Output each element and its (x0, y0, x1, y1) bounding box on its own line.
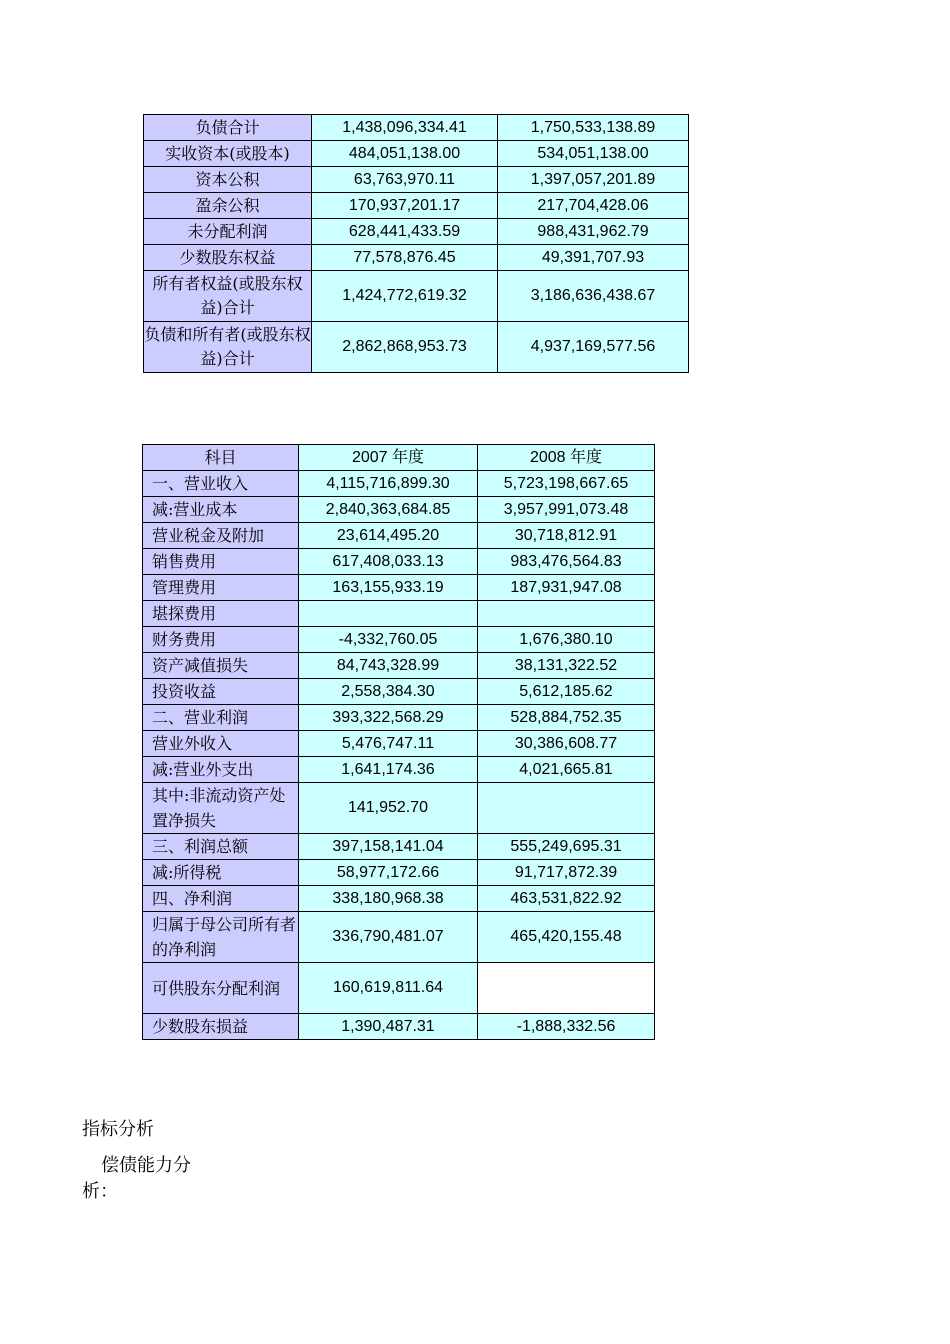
table-row (144, 193, 689, 219)
value-2008: 534,051,138.00 (498, 141, 689, 167)
row-label: 实收资本(或股本) (144, 141, 312, 167)
value-2007: 338,180,968.38 (299, 886, 478, 912)
row-label: 二、营业利润 (143, 705, 299, 731)
table-row (143, 627, 655, 653)
row-label: 未分配利润 (144, 219, 312, 245)
table-row (143, 963, 655, 1014)
row-label: 营业税金及附加 (143, 523, 299, 549)
row-label: 盈余公积 (144, 193, 312, 219)
value-2008: 217,704,428.06 (498, 193, 689, 219)
row-label: 三、利润总额 (143, 834, 299, 860)
row-label: 负债合计 (144, 115, 312, 141)
value-2008: 187,931,947.08 (478, 575, 655, 601)
header-2008: 2008 年度 (478, 445, 655, 471)
section-subheading: 偿债能力分析： (82, 1155, 191, 1202)
value-2007: 63,763,970.11 (312, 167, 498, 193)
value-2008 (478, 783, 655, 834)
value-2008: 49,391,707.93 (498, 245, 689, 271)
value-2008: 4,937,169,577.56 (498, 322, 689, 373)
value-2008: 1,750,533,138.89 (498, 115, 689, 141)
table-row (143, 912, 655, 963)
value-2008: 988,431,962.79 (498, 219, 689, 245)
value-2007: 141,952.70 (299, 783, 478, 834)
table-row (143, 653, 655, 679)
row-label: 投资收益 (143, 679, 299, 705)
value-2007: 23,614,495.20 (299, 523, 478, 549)
value-2008: 1,397,057,201.89 (498, 167, 689, 193)
row-label: 减:营业外支出 (143, 757, 299, 783)
table-row (143, 575, 655, 601)
value-2007: 617,408,033.13 (299, 549, 478, 575)
value-2008: 38,131,322.52 (478, 653, 655, 679)
balance-sheet-table (143, 114, 689, 373)
table-row (143, 471, 655, 497)
value-2008 (478, 601, 655, 627)
value-2008: 555,249,695.31 (478, 834, 655, 860)
row-label: 负债和所有者(或股东权益)合计 (144, 322, 312, 373)
value-2008 (478, 963, 655, 1014)
value-2008: 30,718,812.91 (478, 523, 655, 549)
section-heading: 指标分析 (82, 1119, 154, 1140)
value-2007: 77,578,876.45 (312, 245, 498, 271)
value-2008: 983,476,564.83 (478, 549, 655, 575)
table-row (144, 115, 689, 141)
table-row (144, 245, 689, 271)
value-2007: 1,641,174.36 (299, 757, 478, 783)
value-2007: 5,476,747.11 (299, 731, 478, 757)
value-2008: -1,888,332.56 (478, 1014, 655, 1040)
value-2008: 91,717,872.39 (478, 860, 655, 886)
table-row (143, 601, 655, 627)
value-2007: 4,115,716,899.30 (299, 471, 478, 497)
row-label: 减:所得税 (143, 860, 299, 886)
row-label: 销售费用 (143, 549, 299, 575)
header-2007: 2007 年度 (299, 445, 478, 471)
value-2007: 1,424,772,619.32 (312, 271, 498, 322)
row-label: 少数股东权益 (144, 245, 312, 271)
value-2007: 397,158,141.04 (299, 834, 478, 860)
value-2007: 170,937,201.17 (312, 193, 498, 219)
value-2007: 2,862,868,953.73 (312, 322, 498, 373)
table-row (144, 219, 689, 245)
value-2007: 84,743,328.99 (299, 653, 478, 679)
row-label: 其中:非流动资产处置净损失 (143, 783, 299, 834)
value-2008: 528,884,752.35 (478, 705, 655, 731)
table-row (144, 167, 689, 193)
table-row (143, 705, 655, 731)
table-row (143, 886, 655, 912)
table-row (144, 322, 689, 373)
table-row (144, 141, 689, 167)
table-row (143, 549, 655, 575)
row-label: 资本公积 (144, 167, 312, 193)
value-2007: 2,558,384.30 (299, 679, 478, 705)
value-2007: -4,332,760.05 (299, 627, 478, 653)
table-row (143, 679, 655, 705)
value-2008: 465,420,155.48 (478, 912, 655, 963)
row-label: 营业外收入 (143, 731, 299, 757)
table-row (143, 757, 655, 783)
table-row (143, 783, 655, 834)
income-statement-table (142, 444, 655, 1040)
value-2007: 393,322,568.29 (299, 705, 478, 731)
value-2008: 1,676,380.10 (478, 627, 655, 653)
row-label: 管理费用 (143, 575, 299, 601)
value-2007: 1,438,096,334.41 (312, 115, 498, 141)
table-row (143, 497, 655, 523)
value-2007: 484,051,138.00 (312, 141, 498, 167)
value-2007 (299, 601, 478, 627)
value-2008: 3,186,636,438.67 (498, 271, 689, 322)
row-label: 减:营业成本 (143, 497, 299, 523)
row-label: 一、营业收入 (143, 471, 299, 497)
row-label: 堪探费用 (143, 601, 299, 627)
table-row (143, 860, 655, 886)
value-2008: 4,021,665.81 (478, 757, 655, 783)
value-2008: 5,612,185.62 (478, 679, 655, 705)
header-label: 科目 (143, 445, 299, 471)
value-2007: 160,619,811.64 (299, 963, 478, 1014)
value-2007: 163,155,933.19 (299, 575, 478, 601)
row-label: 可供股东分配利润 (143, 963, 299, 1014)
row-label: 所有者权益(或股东权益)合计 (144, 271, 312, 322)
value-2008: 30,386,608.77 (478, 731, 655, 757)
value-2007: 1,390,487.31 (299, 1014, 478, 1040)
row-label: 归属于母公司所有者的净利润 (143, 912, 299, 963)
table-row (143, 731, 655, 757)
row-label: 财务费用 (143, 627, 299, 653)
value-2007: 628,441,433.59 (312, 219, 498, 245)
table-row (143, 523, 655, 549)
value-2008: 463,531,822.92 (478, 886, 655, 912)
row-label: 少数股东损益 (143, 1014, 299, 1040)
row-label: 资产减值损失 (143, 653, 299, 679)
table-row (143, 834, 655, 860)
value-2007: 336,790,481.07 (299, 912, 478, 963)
value-2007: 2,840,363,684.85 (299, 497, 478, 523)
header-row (143, 445, 655, 471)
table-row (144, 271, 689, 322)
value-2008: 5,723,198,667.65 (478, 471, 655, 497)
row-label: 四、净利润 (143, 886, 299, 912)
value-2007: 58,977,172.66 (299, 860, 478, 886)
value-2008: 3,957,991,073.48 (478, 497, 655, 523)
table-row (143, 1014, 655, 1040)
